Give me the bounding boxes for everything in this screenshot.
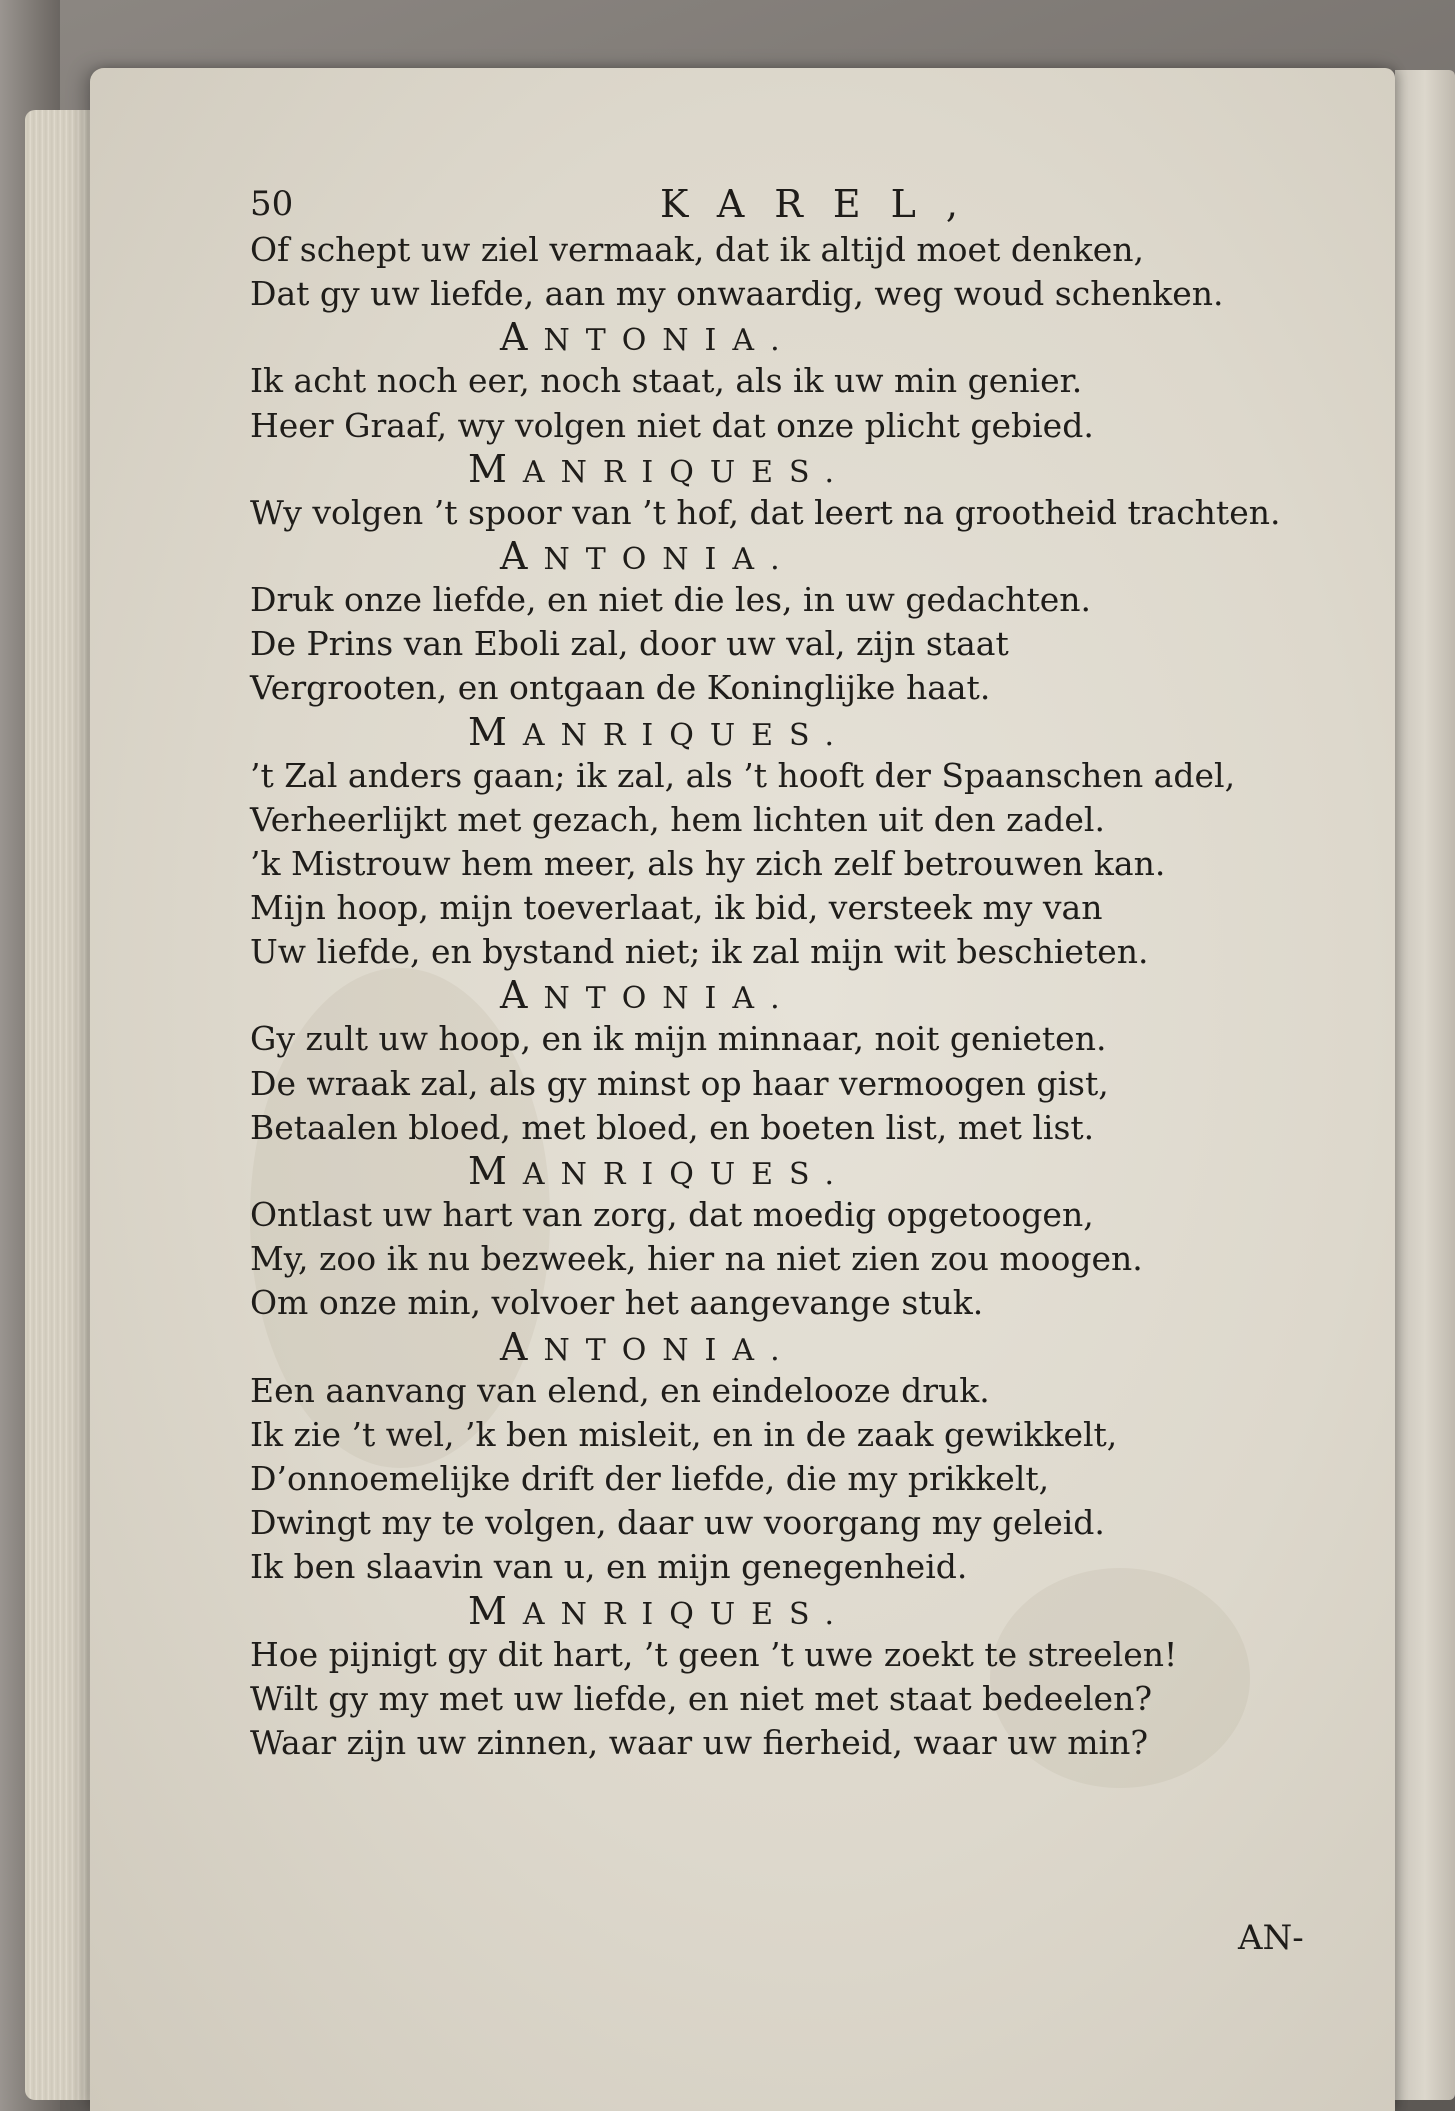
verse-line: Een aanvang van elend, en eindelooze druk. — [250, 1370, 990, 1410]
verse-line: Dat gy uw liefde, aan my onwaardig, weg woud schenken. — [250, 274, 1224, 314]
verse-line: My, zoo ik nu bezweek, hier na niet zien zou moogen. — [250, 1239, 1143, 1279]
verse-line: Of schept uw ziel vermaak, dat ik altijd moet denken, — [250, 230, 1144, 269]
page-text — [250, 180, 1380, 1765]
facing-page-edge — [1395, 70, 1455, 2100]
verse-line: D’onnoemelijke drift der liefde, die my prikkelt, — [250, 1458, 1050, 1498]
verse-line: Betaalen bloed, met bloed, en boeten list, met list. — [250, 1107, 1095, 1147]
verse-dialogue — [250, 228, 1380, 1765]
speaker-heading: ANTONIA. — [500, 533, 796, 578]
verse-line: Waar zijn uw zinnen, waar uw fierheid, waar uw min? — [250, 1722, 1149, 1762]
running-title: KAREL, — [660, 182, 988, 226]
verse-line: Wilt gy my met uw liefde, en niet met staat bedeelen? — [250, 1678, 1153, 1718]
speaker-heading: ANTONIA. — [500, 973, 796, 1018]
speaker-heading: MANRIQUES. — [468, 1588, 851, 1633]
verse-line: Ontlast uw hart van zorg, dat moedig opgetoogen, — [250, 1195, 1094, 1234]
verse-line: Mijn hoop, mijn toeverlaat, ik bid, versteek my van — [250, 888, 1103, 928]
verse-line: ’k Mistrouw hem meer, als hy zich zelf betrouwen kan. — [250, 843, 1166, 883]
verse-line: Ik acht noch eer, noch staat, als ik uw min genier. — [250, 361, 1083, 401]
verse-line: Ik ben slaavin van u, en mijn genegenheid. — [250, 1547, 968, 1587]
page-header — [250, 180, 1380, 228]
verse-line: Heer Graaf, wy volgen niet dat onze plicht gebied. — [250, 405, 1094, 445]
verse-line: Dwingt my te volgen, daar uw voorgang my geleid. — [250, 1503, 1105, 1543]
verse-line: Ik zie ’t wel, ’k ben misleit, en in de zaak gewikkelt, — [250, 1414, 1118, 1454]
verse-line: Uw liefde, en bystand niet; ik zal mijn wit beschieten. — [250, 932, 1149, 972]
verse-line: De Prins van Eboli zal, door uw val, zijn staat — [250, 624, 1009, 664]
speaker-heading: MANRIQUES. — [468, 709, 851, 754]
verse-line: Hoe pijnigt gy dit hart, ’t geen ’t uwe zoekt te streelen! — [250, 1634, 1178, 1674]
catchword: AN- — [1238, 1918, 1304, 1958]
speaker-heading: ANTONIA. — [500, 315, 796, 360]
verse-line: ’t Zal anders gaan; ik zal, als ’t hooft der Spaanschen adel, — [250, 755, 1236, 795]
speaker-heading: MANRIQUES. — [468, 1149, 851, 1193]
verse-line: Om onze min, volvoer het aangevange stuk. — [250, 1283, 984, 1323]
verse-line: De wraak zal, als gy minst op haar vermoogen gist, — [250, 1063, 1109, 1103]
page-number: 50 — [250, 184, 294, 224]
verse-line: Vergrooten, en ontgaan de Koninglijke haat. — [250, 668, 991, 708]
speaker-heading: ANTONIA. — [500, 1324, 796, 1369]
speaker-heading: MANRIQUES. — [468, 446, 851, 491]
verse-line: Verheerlijkt met gezach, hem lichten uit den zadel. — [250, 799, 1105, 839]
verse-line: Druk onze liefde, en niet die les, in uw gedachten. — [250, 579, 1092, 619]
verse-line: Gy zult uw hoop, en ik mijn minnaar, noit genieten. — [250, 1019, 1107, 1059]
verse-line: Wy volgen ’t spoor van ’t hof, dat leert na grootheid trachten. — [250, 492, 1281, 532]
